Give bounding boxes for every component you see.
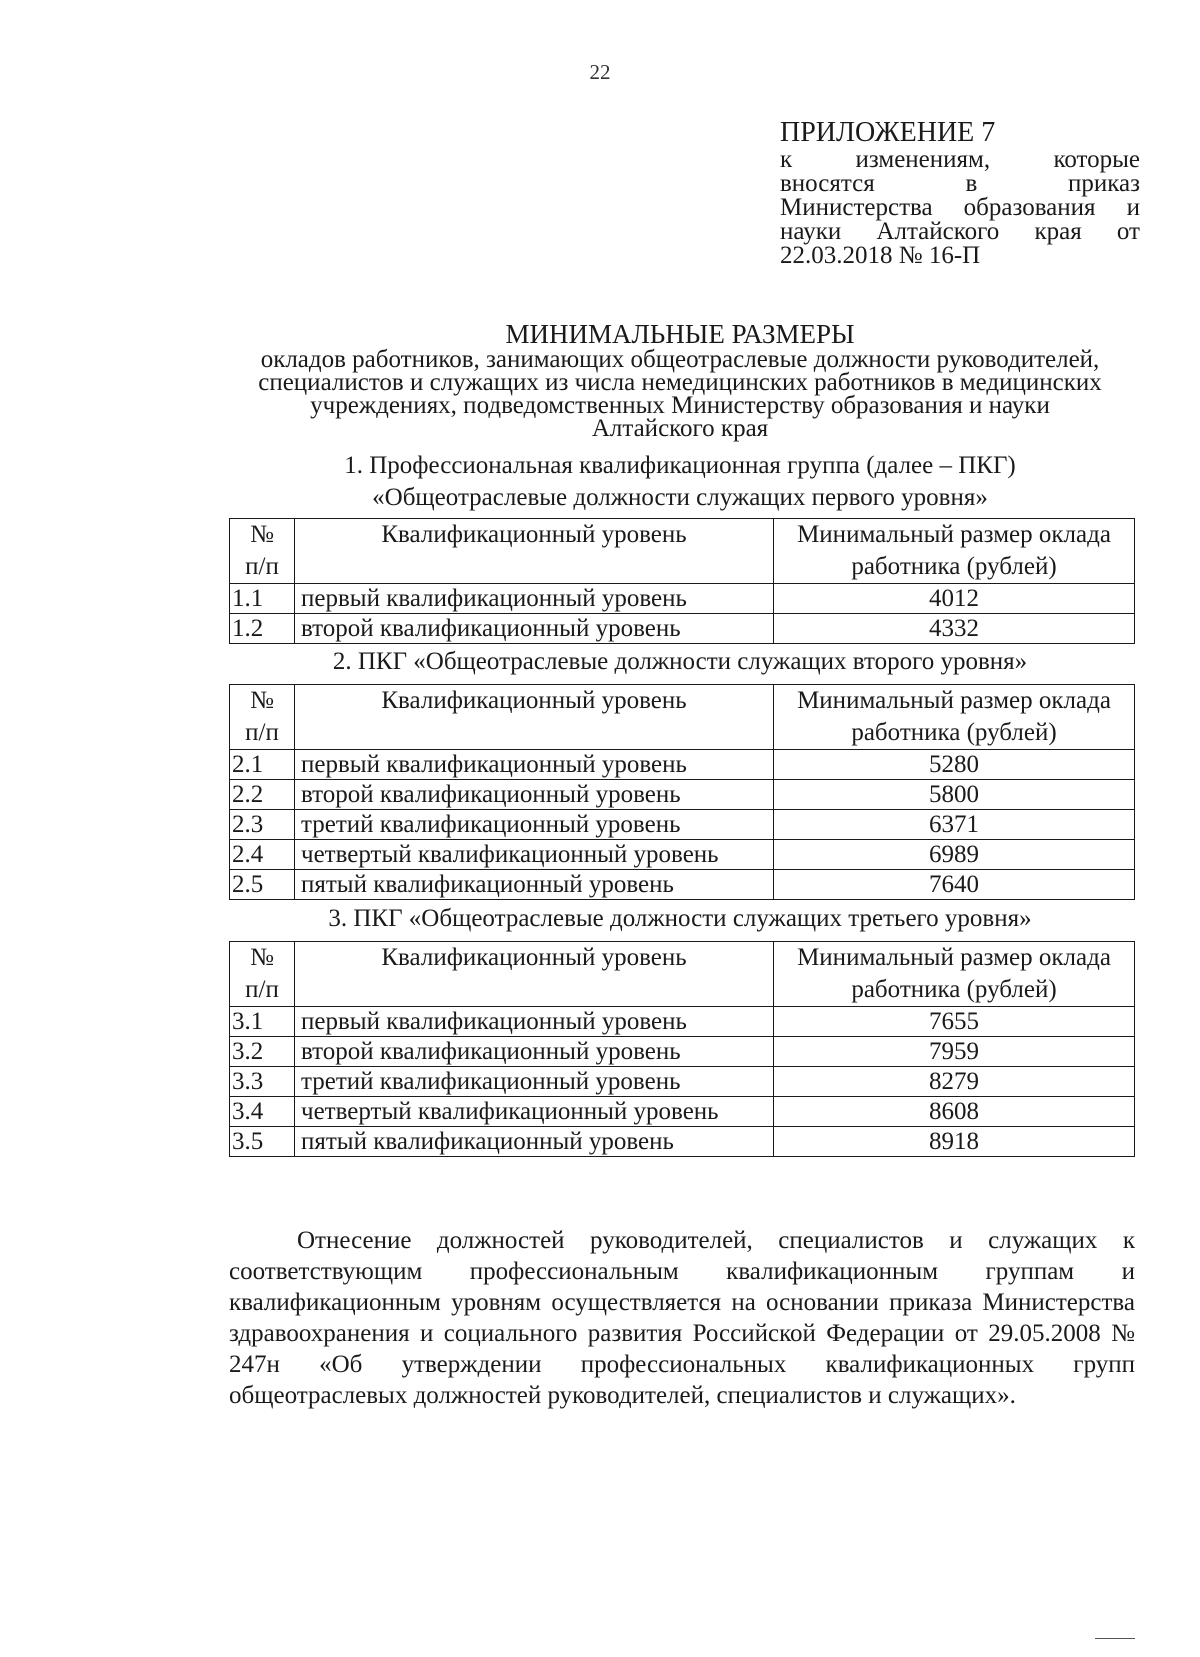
qualification-table (229, 518, 1135, 644)
row-level: первый квалификационный уровень (295, 1007, 774, 1037)
col-level-header: Квалификационный уровень (295, 685, 774, 750)
col-num-header: № п/п (230, 519, 295, 584)
col-salary-header: Минимальный размер оклада работника (рублей) (774, 942, 1135, 1007)
row-salary: 8918 (774, 1127, 1135, 1157)
row-level: четвертый квалификационный уровень (295, 840, 774, 870)
row-level: первый квалификационный уровень (295, 750, 774, 780)
table-row (230, 1067, 1135, 1097)
appendix-line: вносятся в приказ (780, 170, 1140, 197)
table-row (230, 750, 1135, 780)
heading-line: специалистов и служащих из числа немедицинских работников в медицинских (258, 369, 1102, 396)
row-level: пятый квалификационный уровень (295, 870, 774, 900)
row-level: второй квалификационный уровень (295, 614, 774, 644)
table-header-row (230, 519, 1135, 584)
row-salary: 4012 (774, 584, 1135, 614)
appendix-block (780, 118, 1140, 268)
row-num: 1.2 (230, 614, 295, 644)
row-level: третий квалификационный уровень (295, 1067, 774, 1097)
row-num: 1.1 (230, 584, 295, 614)
table-row (230, 1127, 1135, 1157)
table-row (230, 584, 1135, 614)
row-salary: 7655 (774, 1007, 1135, 1037)
group-title-line: «Общеотраслевые должности служащих первого уровня» (372, 484, 988, 511)
row-num: 3.1 (230, 1007, 295, 1037)
row-num: 3.4 (230, 1097, 295, 1127)
table-row (230, 810, 1135, 840)
document-heading (220, 320, 1140, 440)
row-num: 2.1 (230, 750, 295, 780)
heading-line: Алтайского края (591, 415, 769, 442)
row-num: 2.3 (230, 810, 295, 840)
col-num-header: № п/п (230, 685, 295, 750)
table-row (230, 614, 1135, 644)
group-title-line: 1. Профессиональная квалификационная группа (далее – ПКГ) (344, 452, 1016, 479)
footer-mark (1095, 1638, 1135, 1639)
table-row (230, 1037, 1135, 1067)
group-title (225, 903, 1135, 935)
qualification-table (229, 941, 1135, 1157)
col-salary-header: Минимальный размер оклада работника (рублей) (774, 685, 1135, 750)
row-salary: 5800 (774, 780, 1135, 810)
row-num: 3.5 (230, 1127, 295, 1157)
table-header-row (230, 685, 1135, 750)
appendix-line: Министерства образования и (780, 194, 1140, 221)
col-level-header: Квалификационный уровень (295, 942, 774, 1007)
row-salary: 8608 (774, 1097, 1135, 1127)
row-salary: 6371 (774, 810, 1135, 840)
group-title (225, 450, 1135, 514)
row-level: третий квалификационный уровень (295, 810, 774, 840)
col-salary-header: Минимальный размер оклада работника (рублей) (774, 519, 1135, 584)
row-num: 2.2 (230, 780, 295, 810)
row-salary: 5280 (774, 750, 1135, 780)
row-salary: 8279 (774, 1067, 1135, 1097)
row-level: первый квалификационный уровень (295, 584, 774, 614)
row-salary: 6989 (774, 840, 1135, 870)
col-num-header: № п/п (230, 942, 295, 1007)
table-row (230, 870, 1135, 900)
group-title-line: 2. ПКГ «Общеотраслевые должности служащих второго уровня» (332, 648, 1028, 675)
table-row (230, 780, 1135, 810)
appendix-line: науки Алтайского края от (780, 218, 1140, 245)
row-salary: 7959 (774, 1037, 1135, 1067)
closing-paragraph: Отнесение должностей руководителей, специалистов и служащих к соответствующим профессиональным квалификационным группам и квалификационным уровням осуществляется на основании приказа Министерства здравоохранения и социального развития Российской Федерации от 29.05.2008 № 247н «Об утверждении профессиональных квалификационных групп общеотраслевых должностей руководителей, специалистов и служащих». (229, 1227, 1135, 1409)
row-salary: 4332 (774, 614, 1135, 644)
appendix-line: к изменениям, которые (780, 146, 1140, 173)
page-number: 22 (589, 60, 611, 84)
heading-line: учреждениях, подведомственных Министерству образования и науки (310, 392, 1050, 419)
group-title (225, 646, 1135, 678)
col-level-header: Квалификационный уровень (295, 519, 774, 584)
table-header-row (230, 942, 1135, 1007)
appendix-line: 22.03.2018 № 16-П (780, 242, 981, 269)
appendix-title: ПРИЛОЖЕНИЕ 7 (780, 117, 996, 148)
row-num: 2.4 (230, 840, 295, 870)
table-row (230, 840, 1135, 870)
row-num: 2.5 (230, 870, 295, 900)
heading-title: МИНИМАЛЬНЫЕ РАЗМЕРЫ (505, 319, 855, 349)
row-num: 3.3 (230, 1067, 295, 1097)
table-row (230, 1007, 1135, 1037)
group-title-line: 3. ПКГ «Общеотраслевые должности служащих третьего уровня» (328, 905, 1032, 932)
row-salary: 7640 (774, 870, 1135, 900)
row-level: второй квалификационный уровень (295, 780, 774, 810)
heading-line: окладов работников, занимающих общеотраслевые должности руководителей, (260, 346, 1100, 373)
row-level: четвертый квалификационный уровень (295, 1097, 774, 1127)
table-row (230, 1097, 1135, 1127)
row-level: пятый квалификационный уровень (295, 1127, 774, 1157)
qualification-table (229, 684, 1135, 900)
row-level: второй квалификационный уровень (295, 1037, 774, 1067)
row-num: 3.2 (230, 1037, 295, 1067)
